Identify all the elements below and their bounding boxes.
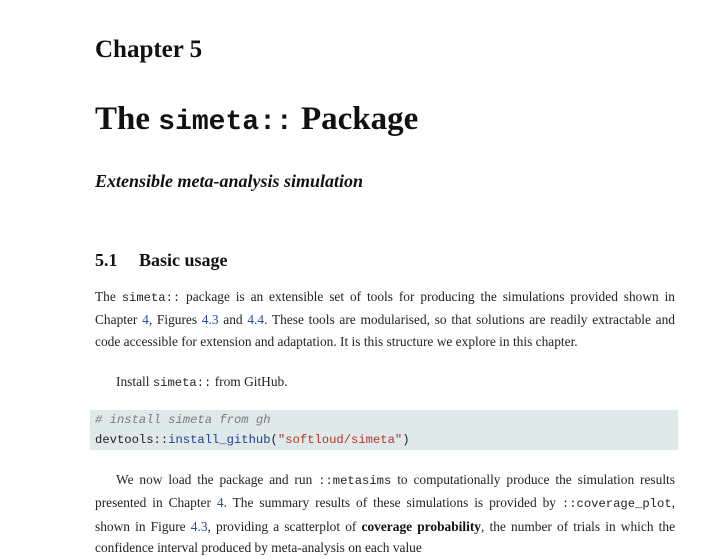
- section-heading: [95, 249, 228, 271]
- text-run: and: [218, 312, 248, 328]
- figure-link[interactable]: 4.4: [247, 312, 265, 328]
- code-block[interactable]: [90, 410, 678, 450]
- figure-link[interactable]: 4.3: [190, 518, 208, 534]
- paragraph-load: [95, 469, 676, 556]
- chapter-subtitle: Extensible meta-analysis simulation: [95, 171, 364, 191]
- text-run: to computationally produce the simulation results presented in Chapter: [95, 472, 675, 511]
- code-function: install_github: [168, 433, 271, 447]
- code-namespace: devtools::: [95, 433, 169, 447]
- text-run: . These tools are modularised, so that solutions are readily extractable and code accessible for extension and adaptation. It is this structure we explore in this chapter.: [95, 312, 675, 349]
- paragraph-install: [95, 371, 675, 394]
- text-run: package is an extensible set of tools for producing the simulations provided shown in Chapter: [95, 289, 675, 328]
- inline-code: simeta::: [152, 376, 212, 390]
- bold-term: coverage probability: [361, 518, 481, 534]
- chapter-title: [95, 100, 418, 142]
- inline-code: ::coverage_plot: [561, 497, 672, 512]
- inline-code: simeta::: [121, 291, 181, 305]
- text-run: , shown in Figure: [95, 495, 675, 534]
- code-line-comment: [95, 410, 678, 430]
- chapter-title-code: simeta::: [158, 107, 293, 138]
- text-run: . The summary results of these simulations is provided by: [223, 495, 562, 511]
- text-run: We now load the package and run: [116, 472, 319, 487]
- text-run: , the number of trials in which the confidence interval produced by meta-analysis on each value: [95, 518, 676, 556]
- text-run: , providing a scatterplot of: [207, 518, 362, 534]
- chapter-title-suffix: Package: [300, 101, 419, 137]
- inline-code: ::metasims: [318, 474, 392, 488]
- text-run: from GitHub.: [211, 374, 288, 389]
- chapter-link[interactable]: 4: [216, 495, 224, 511]
- code-line-install: [95, 430, 678, 450]
- code-paren: (: [270, 433, 278, 447]
- section-number: 5.1: [95, 250, 118, 270]
- code-comment: # install simeta from gh: [95, 413, 271, 427]
- chapter-title-prefix: The: [95, 101, 151, 137]
- section-title: Basic usage: [139, 250, 228, 270]
- chapter-link[interactable]: 4: [142, 312, 149, 328]
- code-string: "softloud/simeta": [277, 433, 403, 447]
- text-run: Install: [116, 374, 153, 389]
- paragraph-intro: [95, 286, 675, 352]
- text-run: , Figures: [148, 312, 202, 328]
- figure-link[interactable]: 4.3: [201, 312, 219, 328]
- chapter-label: Chapter 5: [95, 36, 203, 63]
- code-paren: ): [402, 433, 410, 447]
- text-run: The: [95, 289, 116, 304]
